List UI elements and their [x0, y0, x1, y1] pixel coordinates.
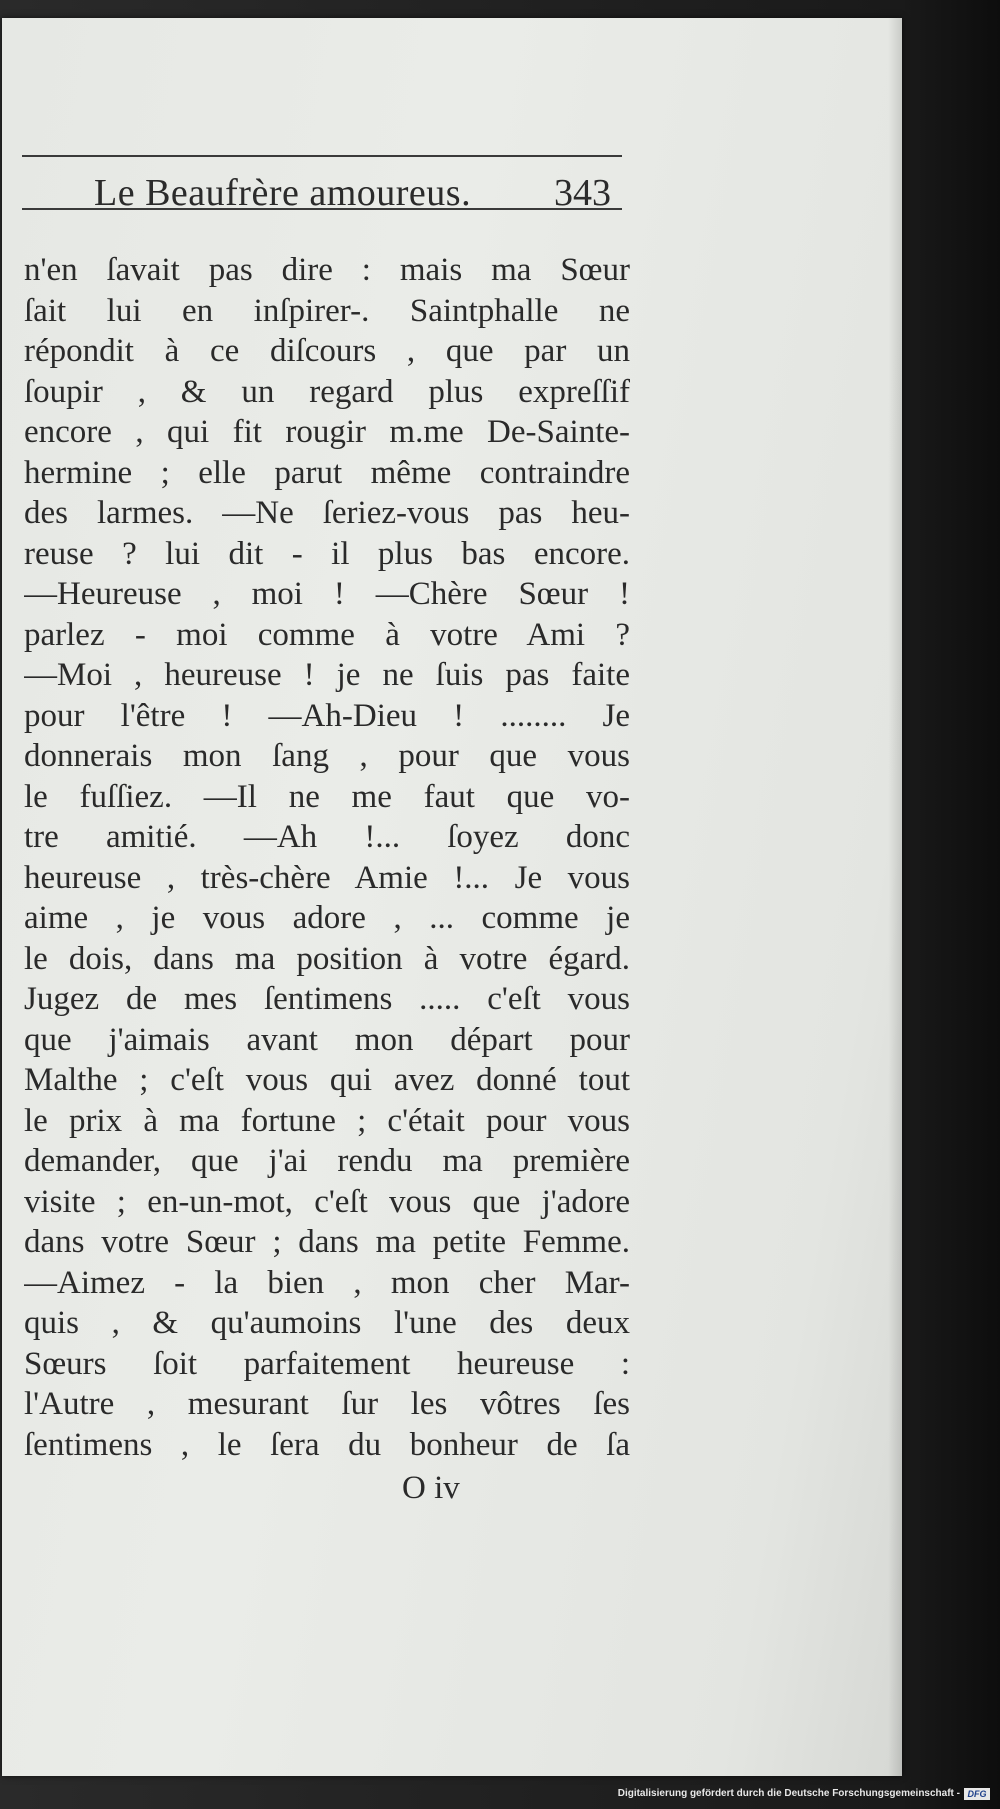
text-line: —Heureuse , moi ! —Chère Sœur !	[24, 576, 630, 612]
text-line: Jugez de mes ſentimens ..... c'eſt vous	[24, 981, 630, 1017]
text-line: —Moi , heureuse ! je ne ſuis pas faite	[24, 657, 630, 693]
text-line: le fuſſiez. —Il ne me faut que vo-	[24, 778, 630, 815]
text-line: —Aimez - la bien , mon cher Mar-	[24, 1264, 630, 1301]
text-line: ſoupir , & un regard plus expreſſif	[24, 373, 630, 410]
text-line: tre amitié. —Ah !... ſoyez donc	[24, 819, 630, 855]
text-line: reuse ? lui dit - il plus bas encore.	[24, 535, 630, 572]
text-line: parlez - moi comme à votre Ami ?	[24, 616, 630, 653]
text-line: ſentimens , le ſera du bonheur de ſa	[24, 1426, 630, 1463]
text-line: visite ; en-un-mot, c'eſt vous que j'adore	[24, 1183, 630, 1220]
text-line: ſait lui en inſpirer-. Saintphalle ne	[24, 292, 630, 329]
body-text	[24, 250, 630, 1465]
dfg-logo-icon: DFG	[964, 1788, 990, 1800]
text-line: le dois, dans ma position à votre égard.	[24, 940, 630, 977]
text-line: des larmes. —Ne ſeriez-vous pas heu-	[24, 495, 630, 531]
text-line: heureuse , très-chère Amie !... Je vous	[24, 859, 630, 896]
text-line: que j'aimais avant mon départ pour	[24, 1021, 630, 1058]
text-line: demander, que j'ai rendu ma première	[24, 1143, 630, 1179]
digitization-credit: Digitalisierung gefördert durch die Deutsche Forschungsgemeinschaft -	[617, 1788, 960, 1799]
text-line: aime , je vous adore , ... comme je	[24, 900, 630, 936]
text-line: n'en ſavait pas dire : mais ma Sœur	[24, 252, 630, 288]
header-rule-top	[22, 155, 622, 157]
signature-mark: O iv	[402, 1470, 460, 1506]
text-line: dans votre Sœur ; dans ma petite Femme.	[24, 1224, 630, 1260]
text-line: répondit à ce diſcours , que par un	[24, 333, 630, 369]
running-title: Le Beaufrère amoureus.	[94, 172, 472, 214]
text-line: quis , & qu'aumoins l'une des deux	[24, 1305, 630, 1341]
text-line: le prix à ma fortune ; c'était pour vous	[24, 1102, 630, 1139]
text-line: pour l'être ! —Ah-Dieu ! ........ Je	[24, 697, 630, 734]
text-line: donnerais mon ſang , pour que vous	[24, 738, 630, 774]
text-line: encore , qui fit rougir m.me De-Sainte-	[24, 414, 630, 450]
text-line: hermine ; elle parut même contraindre	[24, 454, 630, 491]
book-page	[2, 18, 902, 1776]
header-rule-bottom	[22, 208, 622, 210]
page-number: 343	[554, 172, 611, 214]
text-line: l'Autre , mesurant ſur les vôtres ſes	[24, 1386, 630, 1422]
text-line: Sœurs ſoit parfaitement heureuse :	[24, 1345, 630, 1382]
text-line: Malthe ; c'eſt vous qui avez donné tout	[24, 1062, 630, 1098]
